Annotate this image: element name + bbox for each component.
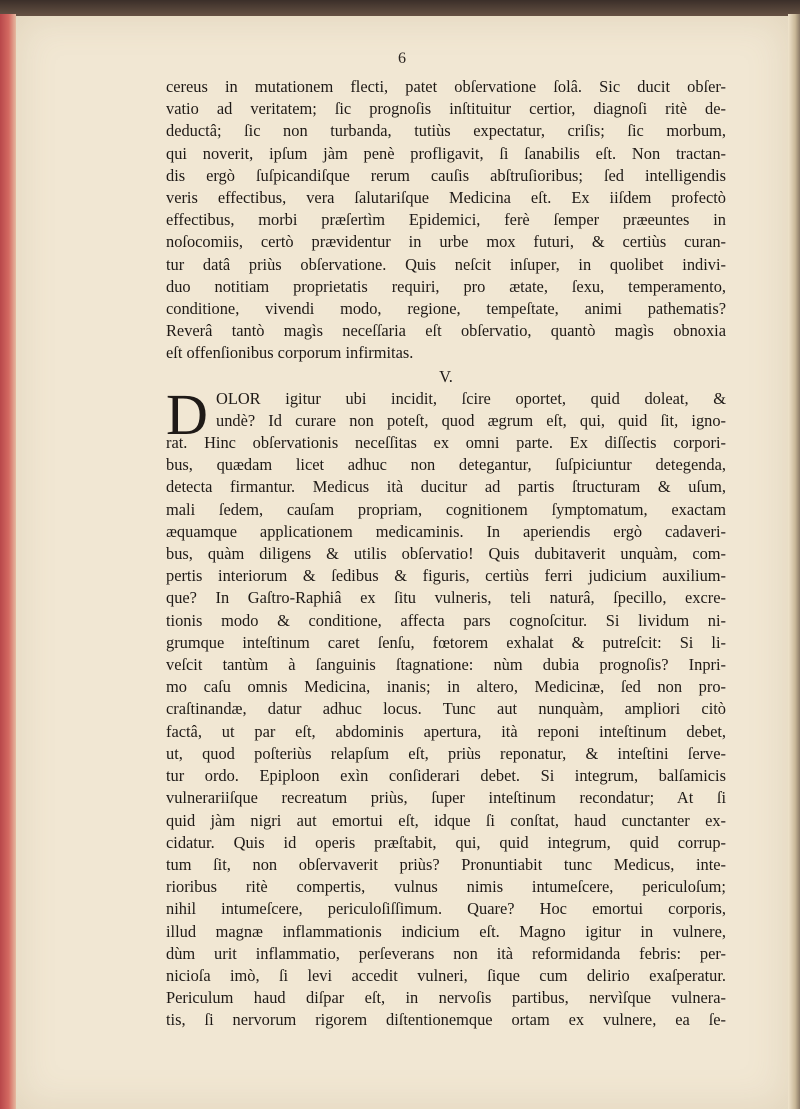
page-number: 6 bbox=[398, 50, 406, 67]
book-binding-edge bbox=[0, 14, 16, 1109]
text-line: Reverâ tantò magìs neceſſaria eſt obſervatio, quantò magìs obnoxia bbox=[166, 321, 726, 341]
text-line: eſt offenſionibus corporum infirmitas. bbox=[166, 343, 414, 363]
text-line: factâ, ut par eſt, abdominis apertura, ità reponi inteſtinum debet, bbox=[166, 721, 726, 741]
text-line: mo caſu omnis Medicina, inanis; in altero, Medicinæ, ſed non pro- bbox=[166, 677, 726, 697]
text-line: grumque inteſtinum caret ſenſu, fœtorem exhalat & putreſcit: Si li- bbox=[166, 632, 726, 652]
text-line: rat. Hinc obſervationis neceſſitas ex omni parte. Ex diſſectis corpori- bbox=[166, 433, 726, 453]
text-line: Periculum haud diſpar eſt, in nervoſis partibus, nervìſque vulnera- bbox=[166, 988, 726, 1008]
text-line: deductâ; ſic non turbanda, tutiùs expectatur, criſis; ſic morbum, bbox=[166, 121, 726, 141]
text-line: rioribus ritè compertis, vulnus nimis intumeſcere, periculoſum; bbox=[166, 877, 726, 897]
text-line: tur datâ priùs obſervatione. Quis neſcit inſuper, in quolibet indivi- bbox=[166, 254, 726, 274]
text-line: pertis interiorum & ſedibus & figuris, certiùs ferri judicium auxilium- bbox=[166, 566, 726, 586]
drop-cap: D bbox=[166, 381, 208, 447]
text-line: conditione, vivendi modo, regione, tempeſtate, animi pathematis? bbox=[166, 299, 726, 319]
text-line: duo notitiam proprietatis requiri, pro ætate, ſexu, temperamento, bbox=[166, 276, 726, 296]
text-line: dùm urit inflammatio, perſeverans non ità reformidanda febris: per- bbox=[166, 943, 726, 963]
book-page bbox=[16, 16, 788, 1109]
paragraph-1 bbox=[166, 76, 726, 365]
text-line: bus, quædam licet adhuc non detegantur, ſuſpiciuntur detegenda, bbox=[166, 455, 726, 475]
text-line: illud magnæ inflammationis indicium eſt. Magno igitur in vulnere, bbox=[166, 921, 726, 941]
text-line: qui noverit, ipſum jàm penè profligavit, ſi ſanabilis eſt. Non tractan- bbox=[166, 143, 726, 163]
text-line: veſcit tantùm à ſanguinis ſtagnatione: nùm dubia prognoſis? Inpri- bbox=[166, 655, 726, 675]
text-line: ut, quod poſteriùs relapſum eſt, priùs reponatur, & inteſtini ſerve- bbox=[166, 743, 726, 763]
text-line: nihil intumeſcere, periculoſiſſimum. Quare? Hoc emortui corporis, bbox=[166, 899, 726, 919]
section-number: V. bbox=[439, 366, 453, 386]
text-line: tionis modo & conditione, affecta pars cognoſcitur. Si lividum ni- bbox=[166, 610, 726, 630]
page-fore-edge bbox=[788, 14, 800, 1109]
text-line: vulnerariiſque recreatum priùs, ſuper inteſtinum recondatur; At ſi bbox=[166, 788, 726, 808]
text-line: veris effectibus, vera ſalutariſque Medicina eſt. Ex iiſdem profectò bbox=[166, 188, 726, 208]
text-line: dis ergò ſuſpicandiſque rerum cauſis abſtruſioribus; ſed intelligendis bbox=[166, 165, 726, 185]
text-line: quid jàm nigri aut emortui eſt, idque ſi conſtat, haud cunctanter ex- bbox=[166, 810, 726, 830]
text-line: nicioſa imò, ſi levi accedit vulneri, ſique cum delirio exaſperatur. bbox=[166, 965, 726, 985]
text-line: undè? Id curare non poteſt, quod ægrum eſt, qui, quid ſit, igno- bbox=[216, 410, 726, 430]
text-line: tis, ſi nervorum rigorem diſtentionemque ortam ex vulnere, ea ſe- bbox=[166, 1010, 726, 1030]
text-line: que? In Gaſtro-Raphiâ ex ſitu vulneris, teli naturâ, ſpecillo, excre- bbox=[166, 588, 726, 608]
text-line: cereus in mutationem flecti, patet obſervatione ſolâ. Sic ducit obſer- bbox=[166, 77, 726, 96]
text-block bbox=[166, 76, 726, 1032]
paragraph-2-opening-lines bbox=[166, 388, 726, 432]
text-line: tum ſit, non obſervaverit priùs? Pronuntiabit tunc Medicus, inte- bbox=[166, 854, 726, 874]
text-line: vatio ad veritatem; ſic prognoſis inſtituitur certior, diagnoſi ritè de- bbox=[166, 99, 726, 119]
paragraph-2-body bbox=[166, 432, 726, 1031]
text-line: tur ordo. Epiploon exìn conſiderari debet. Si integrum, balſamicis bbox=[166, 766, 726, 786]
text-line: effectibus, morbi præſertìm Epidemici, ferè ſemper præeuntes in bbox=[166, 210, 726, 230]
text-line: bus, quàm diligens & utilis obſervatio! Quis dubitaverit unquàm, com- bbox=[166, 544, 726, 564]
text-line: OLOR igitur ubi incidit, ſcire oportet, quid doleat, & bbox=[216, 388, 726, 408]
paragraph-2 bbox=[166, 381, 726, 1032]
text-line: noſocomiis, certò prævidentur in urbe mox futuri, & certiùs curan- bbox=[166, 232, 726, 252]
text-line: cidatur. Quis id operis præſtabit, qui, quid integrum, quid corrup- bbox=[166, 832, 726, 852]
text-line: craſtinandæ, datur adhuc locus. Tunc aut nunquàm, ampliori citò bbox=[166, 699, 726, 719]
text-line: detecta firmantur. Medicus ità ducitur ad partis ſtructuram & uſum, bbox=[166, 477, 726, 497]
text-line: æquamque applicationem medicaminis. In aperiendis ergò cadaveri- bbox=[166, 521, 726, 541]
text-line: mali ſedem, cauſam propriam, cognitionem ſymptomatum, exactam bbox=[166, 499, 726, 519]
